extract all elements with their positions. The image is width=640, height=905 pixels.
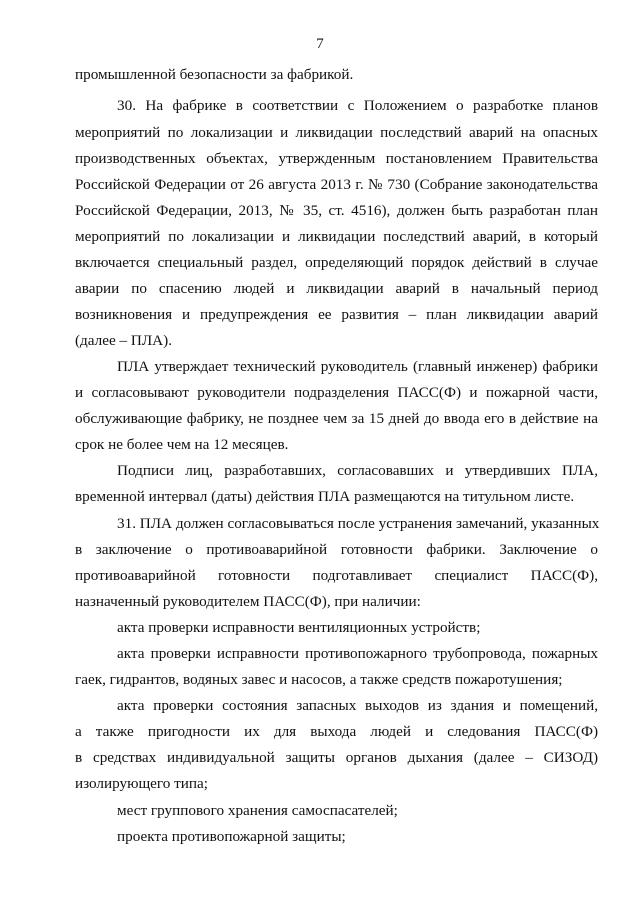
text-line: изолирующего типа; (75, 775, 209, 792)
text-line: гаек, гидрантов, водяных завес и насосов, а также средств пожаротушения; (75, 671, 563, 688)
text-line: обслуживающие фабрику, не позднее чем за 15 дней до ввода его в действие на (75, 410, 598, 427)
text-line: промышленной безопасности за фабрикой. (75, 66, 354, 83)
text-line: срок не более чем на 12 месяцев. (75, 436, 289, 453)
paragraph-30-line: 30. На фабрике в соответствии с Положением о разработке планов (117, 97, 598, 114)
text-line: а также пригодности их для выхода людей и следования ПАСС(Ф) (75, 723, 598, 740)
text-line: Российской Федерации, 2013, № 35, ст. 4516), должен быть разработан план (75, 202, 598, 219)
text-line: производственных объектах, утвержденным постановлением Правительства (75, 150, 598, 167)
text-line: и согласовывают руководители подразделения ПАСС(Ф) и пожарной части, (75, 384, 598, 401)
text-line: в заключение о противоаварийной готовности фабрики. Заключение о (75, 541, 598, 558)
list-item: акта проверки состояния запасных выходов из здания и помещений, (117, 697, 598, 714)
text-line: мероприятий по локализации и ликвидации последствий аварий на опасных (75, 124, 598, 141)
text-line: противоаварийной готовности подготавливает специалист ПАСС(Ф), (75, 567, 598, 584)
page-number: 7 (316, 36, 324, 52)
text-line: аварии по спасению людей и ликвидации аварий в начальный период (75, 280, 598, 297)
text-line: в средствах индивидуальной защиты органов дыхания (далее – СИЗОД) (75, 749, 598, 766)
paragraph-line: Подписи лиц, разработавших, согласовавших и утвердивших ПЛА, (117, 462, 598, 479)
text-line: мероприятий по локализации и ликвидации последствий аварий, в который (75, 228, 598, 245)
text-line: включается специальный раздел, определяющий порядок действий в случае (75, 254, 598, 271)
text-line: Российской Федерации от 26 августа 2013 г. № 730 (Собрание законодательства (75, 176, 598, 193)
paragraph-line: ПЛА утверждает технический руководитель (главный инженер) фабрики (117, 358, 598, 375)
paragraph-31-line: 31. ПЛА должен согласовываться после устранения замечаний, указанных (117, 515, 600, 532)
list-item: акта проверки исправности противопожарного трубопровода, пожарных (117, 645, 598, 662)
text-line: назначенный руководителем ПАСС(Ф), при наличии: (75, 593, 421, 610)
list-item: акта проверки исправности вентиляционных устройств; (117, 619, 481, 636)
text-line: (далее – ПЛА). (75, 332, 172, 349)
list-item: мест группового хранения самоспасателей; (117, 802, 398, 819)
list-item: проекта противопожарной защиты; (117, 828, 346, 845)
text-line: возникновения и предупреждения ее развития – план ликвидации аварий (75, 306, 598, 323)
text-line: временной интервал (даты) действия ПЛА размещаются на титульном листе. (75, 488, 575, 505)
